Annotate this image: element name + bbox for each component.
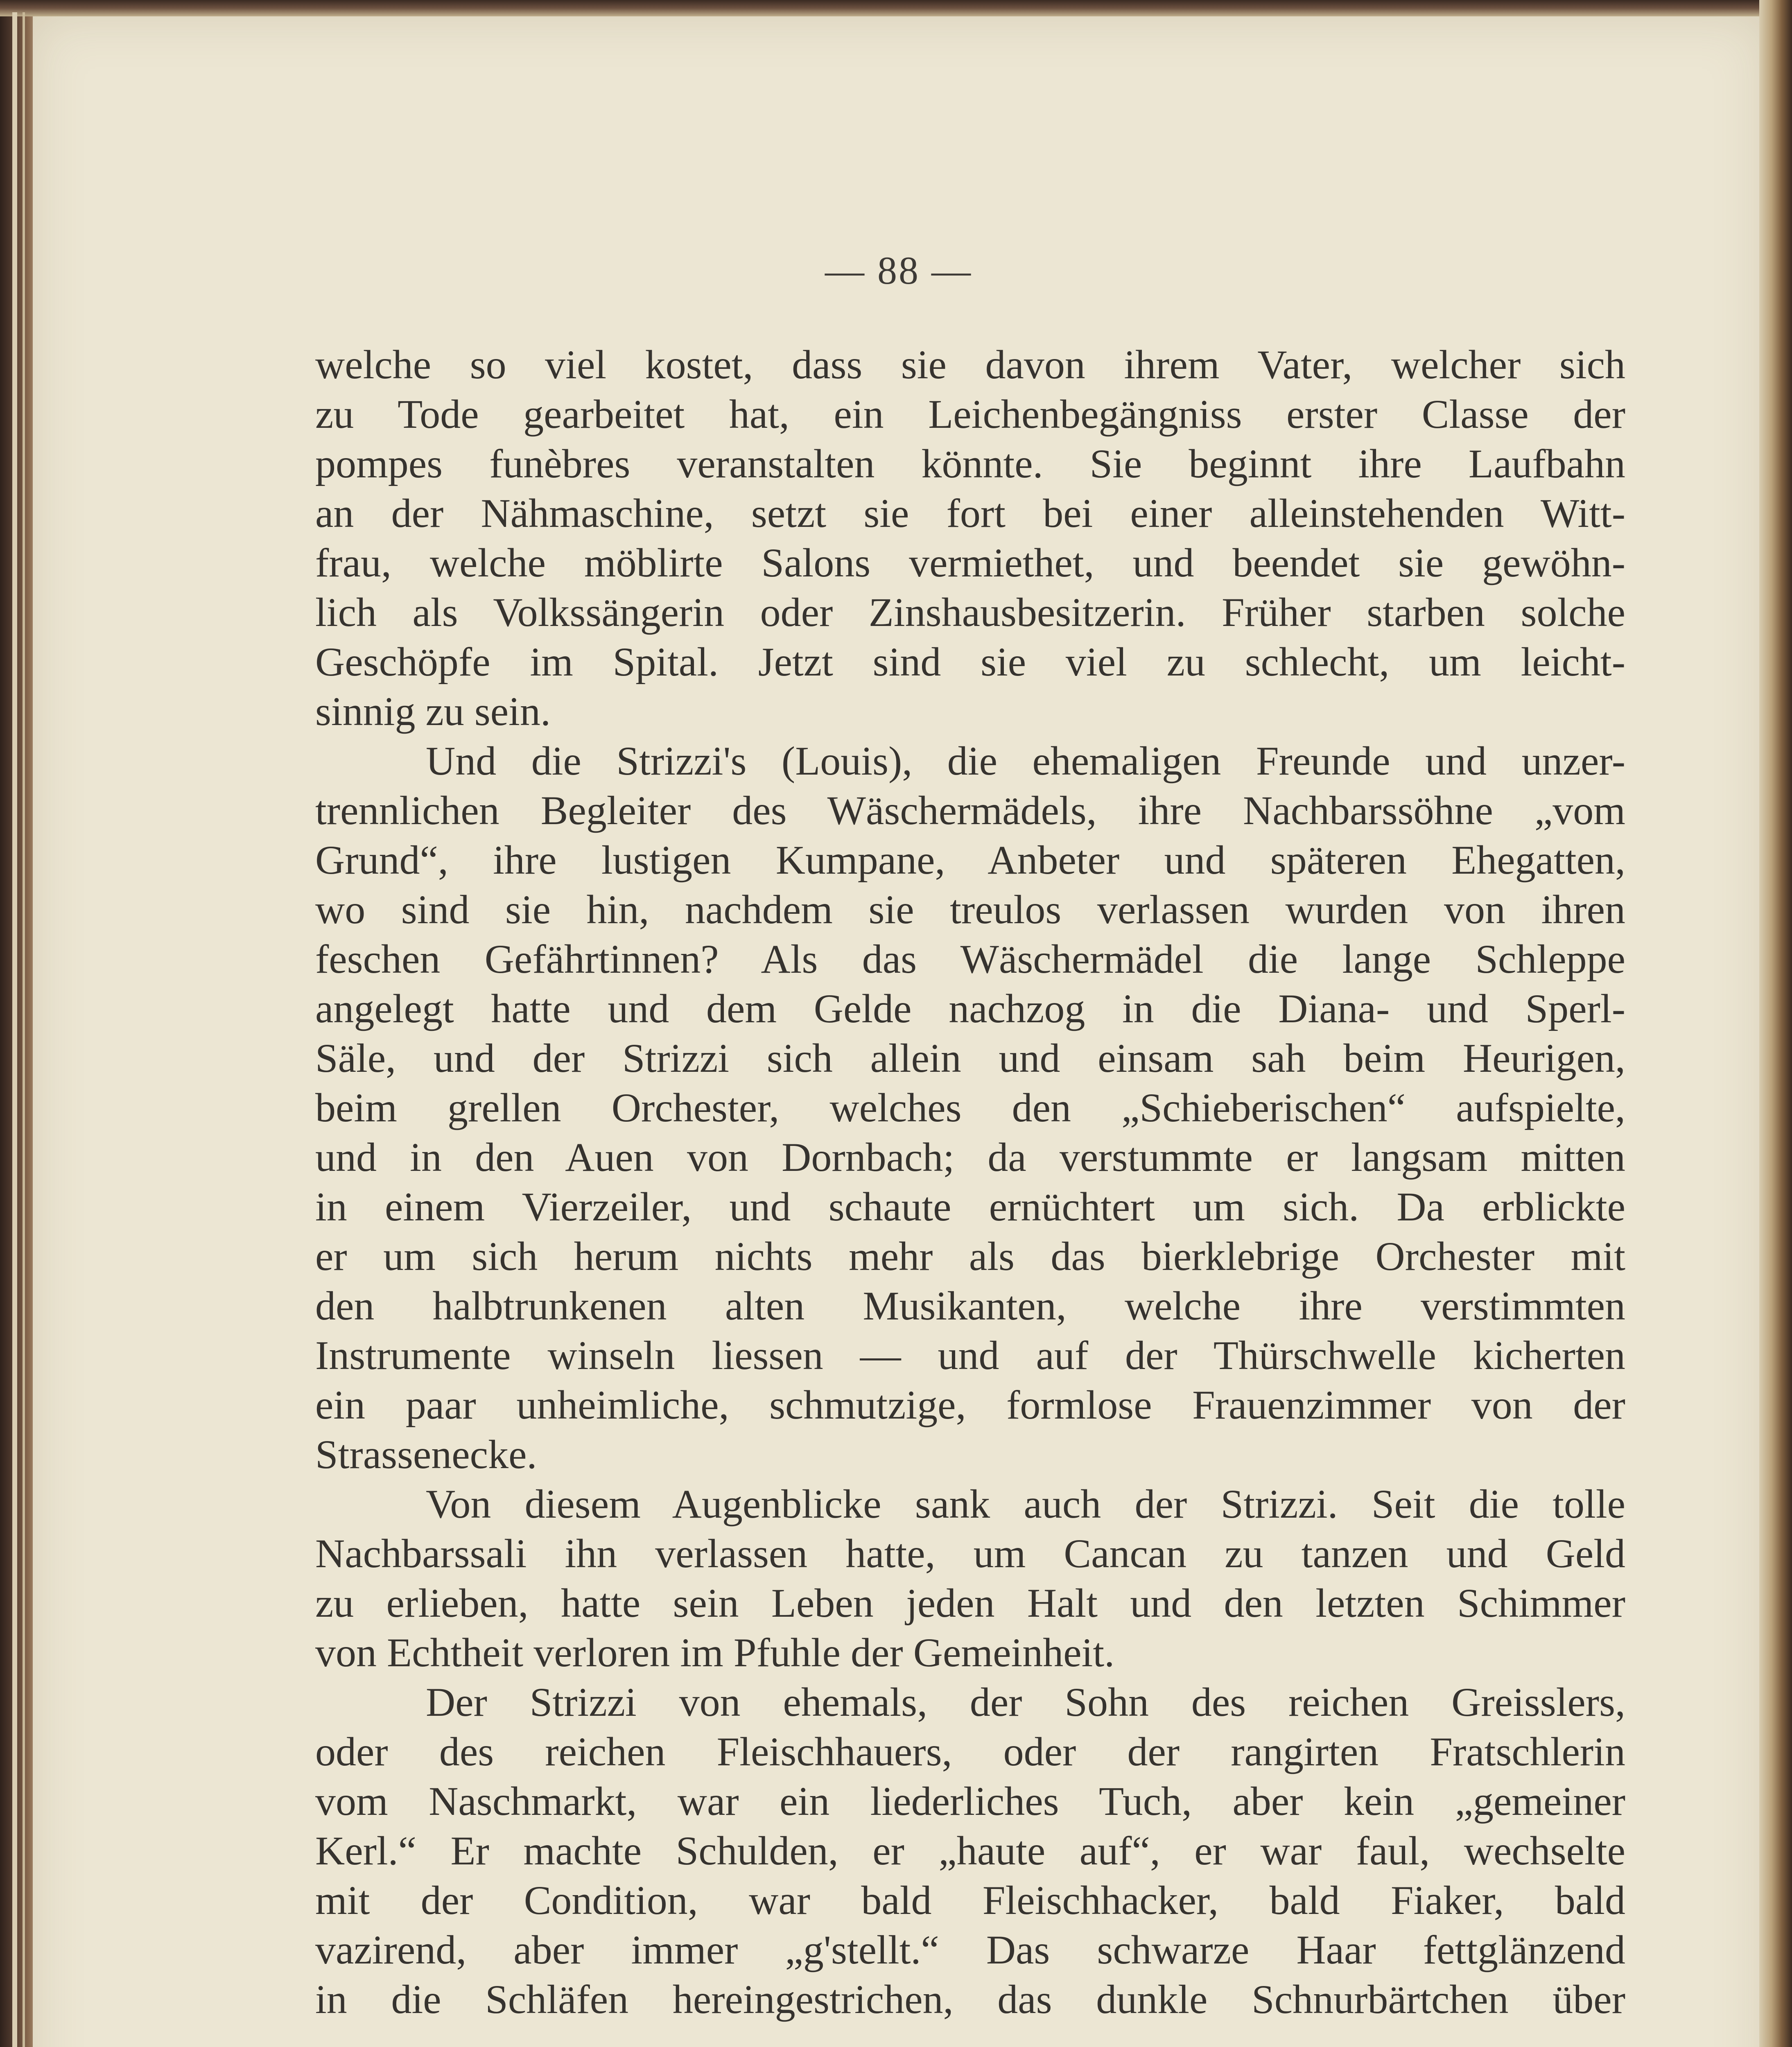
text-line: pompes funèbres veranstalten könnte. Sie beginnt ihre Laufbahn: [315, 441, 1625, 486]
text-line: trennlichen Begleiter des Wäschermädels, ihre Nachbarssöhne „vom: [315, 788, 1625, 833]
text-line: beim grellen Orchester, welches den „Schieberischen“ aufspielte,: [315, 1085, 1625, 1130]
text-line: zu Tode gearbeitet hat, ein Leichenbegängniss erster Classe der: [315, 391, 1625, 437]
text-line: in einem Vierzeiler, und schaute ernüchtert um sich. Da erblickte: [315, 1184, 1625, 1229]
text-line: feschen Gefährtinnen? Als das Wäschermädel die lange Schleppe: [315, 936, 1625, 982]
text-line: vom Naschmarkt, war ein liederliches Tuch, aber kein „gemeiner: [315, 1778, 1625, 1824]
text-line: und in den Auen von Dornbach; da verstummte er langsam mitten: [315, 1134, 1625, 1180]
text-line: Kerl.“ Er machte Schulden, er „haute auf“, er war faul, wechselte: [315, 1828, 1625, 1873]
body-text: [315, 340, 1625, 2024]
text-line: in die Schläfen hereingestrichen, das dunkle Schnurbärtchen über: [315, 1977, 1625, 2022]
text-line: Säle, und der Strizzi sich allein und einsam sah beim Heurigen,: [315, 1035, 1625, 1081]
book-page: [33, 16, 1765, 2047]
text-line: vazirend, aber immer „g'stellt.“ Das schwarze Haar fettglänzend: [315, 1927, 1625, 1972]
text-line: an der Nähmaschine, setzt sie fort bei einer alleinstehenden Witt-: [315, 490, 1625, 536]
text-line: lich als Volkssängerin oder Zinshausbesitzerin. Früher starben solche: [315, 590, 1625, 635]
page-number: — 88 —: [825, 249, 972, 292]
text-line: frau, welche möblirte Salons vermiethet, und beendet sie gewöhn-: [315, 540, 1625, 585]
text-line: oder des reichen Fleischhauers, oder der rangirten Fratschlerin: [315, 1729, 1625, 1774]
text-line: Strassenecke.: [315, 1432, 537, 1477]
text-line: wo sind sie hin, nachdem sie treulos verlassen wurden von ihren: [315, 887, 1625, 932]
text-line: mit der Condition, war bald Fleischhacker, bald Fiaker, bald: [315, 1878, 1625, 1923]
text-line: Von diesem Augenblicke sank auch der Strizzi. Seit die tolle: [426, 1481, 1625, 1527]
text-line: Geschöpfe im Spital. Jetzt sind sie viel zu schlecht, um leicht-: [315, 639, 1625, 685]
leaf-edge: [12, 12, 17, 2047]
text-line: Grund“, ihre lustigen Kumpane, Anbeter und späteren Ehegatten,: [315, 837, 1625, 883]
book-right-edge: [1759, 0, 1792, 2047]
text-line: welche so viel kostet, dass sie davon ihrem Vater, welcher sich: [315, 342, 1625, 387]
text-line: Und die Strizzi's (Louis), die ehemaligen Freunde und unzer-: [426, 738, 1625, 784]
text-line: angelegt hatte und dem Gelde nachzog in die Diana- und Sperl-: [315, 986, 1625, 1031]
text-line: Nachbarssali ihn verlassen hatte, um Cancan zu tanzen und Geld: [315, 1531, 1625, 1576]
leaf-edge: [23, 12, 25, 2047]
text-line: den halbtrunkenen alten Musikanten, welche ihre verstimmten: [315, 1283, 1625, 1329]
text-line: er um sich herum nichts mehr als das bierklebrige Orchester mit: [315, 1234, 1625, 1279]
text-line: von Echtheit verloren im Pfuhle der Gemeinheit.: [315, 1630, 1115, 1675]
text-line: Der Strizzi von ehemals, der Sohn des reichen Greisslers,: [426, 1679, 1625, 1725]
text-line: sinnig zu sein.: [315, 689, 551, 734]
book-top-edge: [0, 0, 1792, 16]
text-line: zu erlieben, hatte sein Leben jeden Halt und den letzten Schimmer: [315, 1580, 1625, 1626]
text-line: ein paar unheimliche, schmutzige, formlose Frauenzimmer von der: [315, 1382, 1625, 1428]
text-line: Instrumente winseln liessen — und auf der Thürschwelle kicherten: [315, 1333, 1625, 1378]
